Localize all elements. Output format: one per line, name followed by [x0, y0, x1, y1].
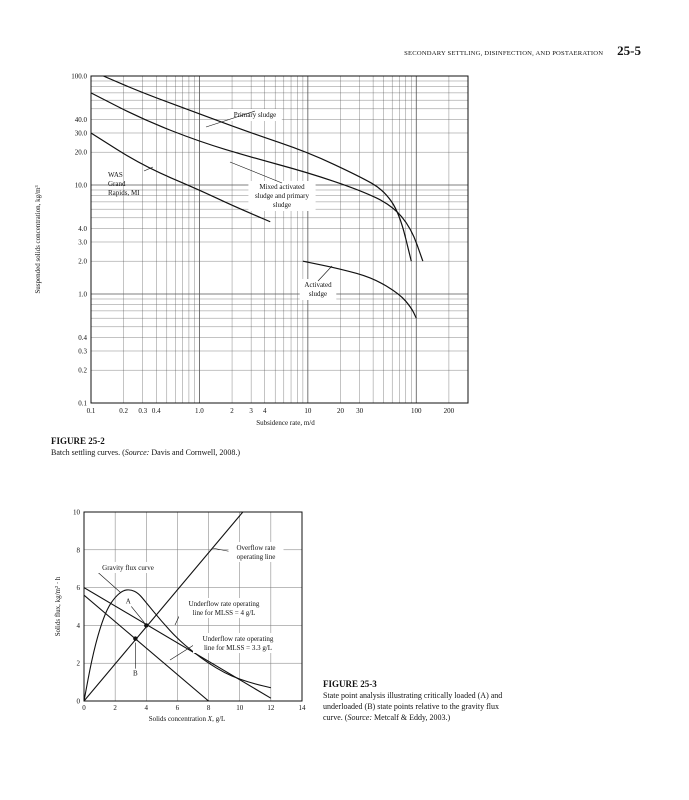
x-tick-label: 3 [249, 407, 253, 415]
series-label: line for MLSS = 3.3 g/L [203, 644, 273, 652]
x-tick-label: 10 [236, 704, 244, 712]
y-tick-label: 3.0 [78, 238, 87, 247]
series-label: sludge and primary [254, 192, 310, 200]
figure-label: FIGURE 25-3 [323, 679, 377, 689]
y-tick-label: 1.0 [78, 290, 87, 299]
x-tick-label: 0.3 [138, 407, 148, 415]
y-tick-label: 6 [76, 584, 80, 593]
y-tick-label: 10.0 [74, 181, 87, 190]
y-tick-label: 0 [76, 697, 80, 706]
y-tick-label: 8 [76, 546, 80, 555]
series-label: sludge [272, 201, 292, 209]
series-label: Overflow rate [236, 544, 276, 552]
x-tick-label: 4 [262, 407, 267, 415]
x-tick-label: 100 [411, 407, 422, 415]
y-tick-label: 2 [76, 659, 80, 668]
running-head: SECONDARY SETTLING, DISINFECTION, AND POSTAERATION [404, 50, 604, 57]
series-label: sludge [308, 290, 328, 298]
caption-line: State point analysis illustrating critically loaded (A) and [323, 691, 503, 700]
x-tick-label: 6 [175, 704, 180, 712]
point-label: A [125, 597, 131, 606]
series-label: operating line [236, 553, 276, 561]
x-tick-label: 2 [230, 407, 234, 415]
x-axis-label: Subsidence rate, m/d [256, 419, 315, 427]
point-label: B [133, 669, 138, 678]
y-tick-label: 0.2 [78, 366, 87, 375]
y-tick-label: 2.0 [78, 257, 87, 266]
y-tick-label: 0.4 [78, 333, 87, 342]
figure-label: FIGURE 25-2 [51, 436, 105, 446]
x-tick-label: 20 [336, 407, 344, 415]
x-tick-label: 200 [443, 407, 455, 415]
x-tick-label: 30 [356, 407, 364, 415]
state-point [133, 636, 137, 640]
x-tick-label: 1.0 [195, 407, 204, 415]
series-label: Primary sludge [233, 111, 277, 119]
y-tick-label: 100.0 [71, 72, 87, 81]
x-tick-label: 2 [113, 704, 117, 712]
y-axis-label: Solids flux, kg/m² · h [54, 576, 62, 637]
x-tick-label: 4 [144, 704, 149, 712]
y-tick-label: 40.0 [74, 115, 87, 124]
page-number: 25-5 [617, 43, 641, 58]
figure-25-3-caption [323, 678, 502, 723]
series-label: WAS [108, 171, 123, 179]
y-tick-label: 4.0 [78, 224, 87, 233]
pointer-line [98, 572, 121, 592]
series-label: Underflow rate operating [202, 635, 274, 643]
y-tick-label: 0.1 [78, 399, 87, 408]
caption-line: underloaded (B) state points relative to the gravity flux [323, 702, 499, 711]
series-label: Grand [108, 180, 126, 188]
series-label: Underflow rate operating [188, 600, 260, 608]
caption-text: Batch settling curves. (Source: Davis and Cornwell, 2008.) [51, 448, 241, 457]
y-tick-label: 4 [76, 621, 80, 630]
x-tick-label: 10 [304, 407, 312, 415]
series-label: Rapids, MI [108, 189, 140, 197]
y-tick-label: 30.0 [74, 129, 87, 138]
x-tick-label: 14 [298, 704, 306, 712]
x-tick-label: 8 [206, 704, 211, 712]
x-tick-label: 0 [82, 704, 86, 712]
y-tick-label: 10 [73, 508, 80, 517]
x-tick-label: 12 [267, 704, 275, 712]
x-axis-label: Solids concentration X, g/L [148, 715, 226, 723]
y-tick-label: 20.0 [74, 148, 87, 157]
y-tick-label: 0.3 [78, 347, 87, 356]
x-tick-label: 0.1 [86, 407, 96, 415]
series-label: line for MLSS = 4 g/L [192, 609, 256, 617]
x-tick-label: 0.4 [151, 407, 161, 415]
x-tick-label: 0.2 [119, 407, 129, 415]
y-axis-label: Suspended solids concentration, kg/m³ [34, 185, 42, 294]
series-label: Activated [304, 281, 332, 289]
series-label: Gravity flux curve [102, 564, 154, 572]
caption-line: curve. (Source: Metcalf & Eddy, 2003.) [323, 713, 451, 722]
series-label: Mixed activated [259, 183, 305, 191]
state-point [144, 623, 148, 627]
